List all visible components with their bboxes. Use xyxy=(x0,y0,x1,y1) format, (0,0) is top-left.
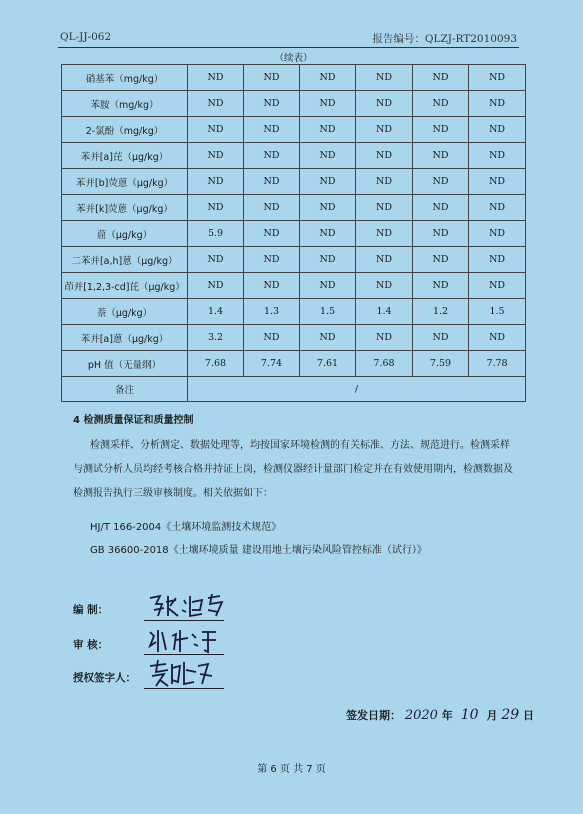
value-cell: ND xyxy=(244,195,300,221)
value-cell: 7.59 xyxy=(413,351,469,377)
table-row xyxy=(62,299,526,325)
value-cell: ND xyxy=(188,117,244,143)
report-number: 报告编号：QLZJ-RT2010093 xyxy=(372,33,517,45)
doc-code: QL-JJ-062 xyxy=(60,31,112,43)
table-row xyxy=(62,195,526,221)
value-cell: ND xyxy=(300,195,356,221)
value-cell: ND xyxy=(300,325,356,351)
value-cell: ND xyxy=(300,273,356,299)
value-cell: ND xyxy=(356,247,413,273)
value-cell: ND xyxy=(469,221,526,247)
value-cell: ND xyxy=(244,91,300,117)
parameter-cell: 䓛（μg/kg） xyxy=(62,221,188,247)
value-cell: ND xyxy=(469,91,526,117)
value-cell: 1.4 xyxy=(356,299,413,325)
value-cell: ND xyxy=(300,65,356,91)
value-cell: ND xyxy=(356,117,413,143)
parameter-cell: 茚并[1,2,3-cd]芘（μg/kg） xyxy=(62,273,188,299)
value-cell: ND xyxy=(356,91,413,117)
value-cell: ND xyxy=(356,273,413,299)
compiler-signature xyxy=(146,590,226,622)
value-cell: ND xyxy=(244,273,300,299)
parameter-cell: 萘（μg/kg） xyxy=(62,299,188,325)
table-row xyxy=(62,221,526,247)
value-cell: ND xyxy=(188,273,244,299)
header-rule xyxy=(58,47,519,48)
remark-label: 备注 xyxy=(62,377,188,402)
issue-month-unit: 月 xyxy=(486,709,498,722)
value-cell: ND xyxy=(413,195,469,221)
value-cell: ND xyxy=(244,169,300,195)
issue-month: 10 xyxy=(460,707,479,723)
authorized-signer-label: 授权签字人： xyxy=(73,672,136,684)
value-cell: ND xyxy=(413,221,469,247)
value-cell: ND xyxy=(244,65,300,91)
value-cell: ND xyxy=(356,195,413,221)
value-cell: ND xyxy=(413,65,469,91)
value-cell: 1.5 xyxy=(469,299,526,325)
table-row xyxy=(62,91,526,117)
parameter-cell: 二苯并[a,h]蒽（μg/kg） xyxy=(62,247,188,273)
parameter-cell: pH 值（无量纲） xyxy=(62,351,188,377)
value-cell: ND xyxy=(469,195,526,221)
value-cell: ND xyxy=(300,117,356,143)
value-cell: 1.4 xyxy=(188,299,244,325)
value-cell: ND xyxy=(300,247,356,273)
value-cell: ND xyxy=(413,273,469,299)
value-cell: 7.61 xyxy=(300,351,356,377)
value-cell: ND xyxy=(413,91,469,117)
value-cell: ND xyxy=(469,273,526,299)
value-cell: ND xyxy=(244,221,300,247)
parameter-cell: 硝基苯（mg/kg） xyxy=(62,65,188,91)
value-cell: ND xyxy=(356,65,413,91)
value-cell: ND xyxy=(469,117,526,143)
value-cell: ND xyxy=(469,169,526,195)
value-cell: 7.68 xyxy=(356,351,413,377)
value-cell: ND xyxy=(188,143,244,169)
table-row xyxy=(62,273,526,299)
value-cell: 1.3 xyxy=(244,299,300,325)
table-row xyxy=(62,117,526,143)
remark-value: / xyxy=(188,377,526,402)
value-cell: ND xyxy=(188,195,244,221)
value-cell: ND xyxy=(188,65,244,91)
value-cell: ND xyxy=(356,221,413,247)
value-cell: ND xyxy=(469,325,526,351)
value-cell: ND xyxy=(244,247,300,273)
value-cell: 5.9 xyxy=(188,221,244,247)
reviewer-signature xyxy=(146,626,226,656)
table-row xyxy=(62,169,526,195)
table-row xyxy=(62,351,526,377)
value-cell: 1.2 xyxy=(413,299,469,325)
value-cell: 3.2 xyxy=(188,325,244,351)
continued-label: （续表） xyxy=(62,50,526,65)
value-cell: ND xyxy=(300,91,356,117)
value-cell: ND xyxy=(244,117,300,143)
parameter-cell: 苯并[a]芘（μg/kg） xyxy=(62,143,188,169)
issue-date xyxy=(346,707,534,723)
compiler-label: 编 制： xyxy=(73,604,109,616)
remark-row xyxy=(62,377,526,402)
qa-paragraph: 检测采样、分析测定、数据处理等，均按国家环境检测的有关标准、方法、规范进行。检测采样与测试分析人员均经考核合格并持证上岗，检测仪器经计量部门检定并在有效使用期内，检测数据及检测报告执行三级审核制度。相关依据如下： xyxy=(73,440,513,499)
page-footer: 第 6 页 共 7 页 xyxy=(257,764,326,775)
value-cell: ND xyxy=(244,143,300,169)
issue-year: 2020 xyxy=(404,708,438,723)
value-cell: 1.5 xyxy=(300,299,356,325)
value-cell: ND xyxy=(469,65,526,91)
parameter-cell: 苯胺（mg/kg） xyxy=(62,91,188,117)
value-cell: 7.78 xyxy=(469,351,526,377)
issue-year-unit: 年 xyxy=(441,709,453,722)
value-cell: 7.74 xyxy=(244,351,300,377)
value-cell: ND xyxy=(469,143,526,169)
parameter-cell: 苯并[a]蒽（μg/kg） xyxy=(62,325,188,351)
issue-day-unit: 日 xyxy=(522,709,534,722)
table-row xyxy=(62,65,526,91)
parameter-cell: 2-氯酚（mg/kg） xyxy=(62,117,188,143)
value-cell: ND xyxy=(300,221,356,247)
value-cell: ND xyxy=(356,143,413,169)
value-cell: ND xyxy=(244,325,300,351)
value-cell: ND xyxy=(188,247,244,273)
value-cell: ND xyxy=(300,143,356,169)
standard-item: GB 36600-2018《土壤环境质量 建设用地土壤污染风险管控标准（试行）》 xyxy=(90,545,427,556)
parameter-cell: 苯并[k]荧蒽（μg/kg） xyxy=(62,195,188,221)
value-cell: ND xyxy=(356,325,413,351)
reviewer-label: 审 核： xyxy=(73,639,109,651)
authorized-signature xyxy=(146,656,216,690)
value-cell: ND xyxy=(413,325,469,351)
value-cell: ND xyxy=(413,143,469,169)
issue-date-label: 签发日期： xyxy=(346,709,401,722)
value-cell: ND xyxy=(188,169,244,195)
table-row xyxy=(62,247,526,273)
value-cell: ND xyxy=(413,247,469,273)
table-row xyxy=(62,325,526,351)
issue-day: 29 xyxy=(501,707,520,723)
table-row xyxy=(62,143,526,169)
results-table xyxy=(61,50,526,402)
standard-item: HJ/T 166-2004《土壤环境监测技术规范》 xyxy=(90,522,282,533)
parameter-cell: 苯并[b]荧蒽（μg/kg） xyxy=(62,169,188,195)
value-cell: ND xyxy=(413,169,469,195)
value-cell: ND xyxy=(413,117,469,143)
value-cell: 7.68 xyxy=(188,351,244,377)
value-cell: ND xyxy=(469,247,526,273)
value-cell: ND xyxy=(300,169,356,195)
section-title: 4 检测质量保证和质量控制 xyxy=(73,415,194,426)
value-cell: ND xyxy=(188,91,244,117)
value-cell: ND xyxy=(356,169,413,195)
